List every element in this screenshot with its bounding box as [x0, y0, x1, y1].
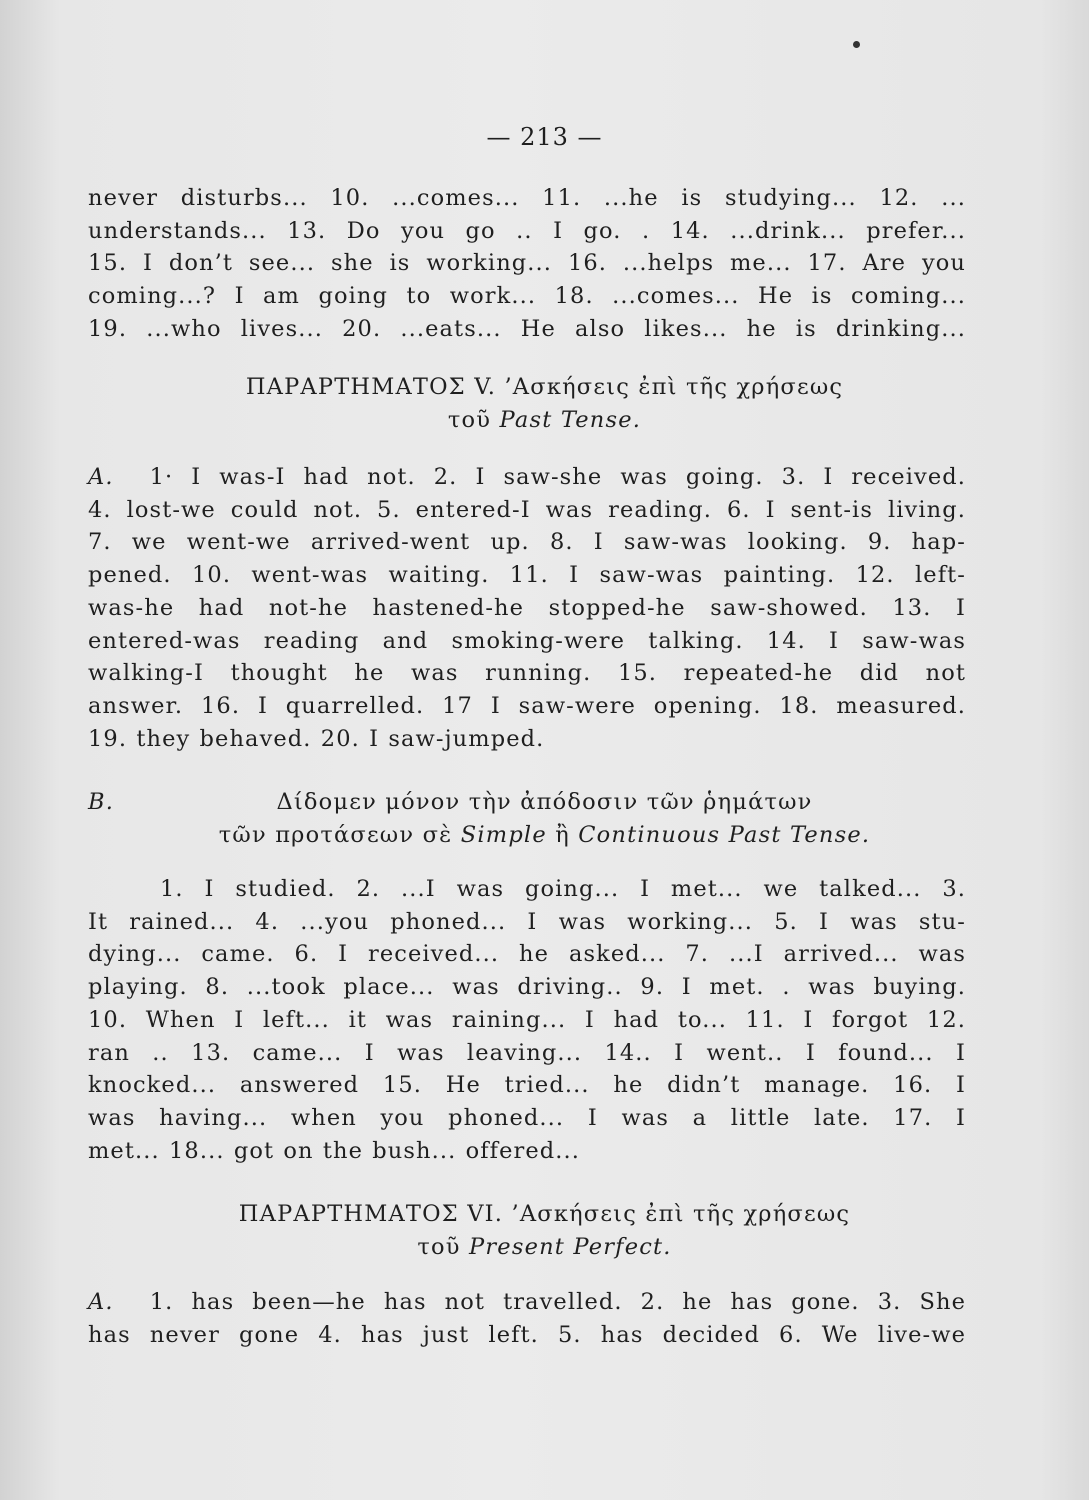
part-a-first-line: 1. has been—he has not travelled. 2. he has gone. 3. She [149, 1289, 966, 1315]
section-vi-heading-tense: Present Perfect. [469, 1234, 672, 1260]
text-line: understands... 13. Do you go .. I go. . 14. ...drink... prefer... [88, 217, 966, 244]
part-b-heading-simple: Simple [460, 822, 547, 848]
section-vi-heading-line1: ΠΑΡΑΡΤΗΜΑΤΟΣ VI. ’Ασκήσεις ἐπὶ τῆς χρήσεως [238, 1201, 851, 1227]
section-vi-heading-line2 [0, 1231, 1089, 1264]
text-line: 10. When I left... it was raining... I had to... 11. I forgot 12. [88, 1006, 966, 1033]
text-line: walking-I thought he was running. 15. repeated-he did not [88, 660, 966, 687]
text-line: It rained... 4. ...you phoned... I was working... 5. I was stu- [88, 908, 966, 935]
text-line: was having... when you phoned... I was a little late. 17. I [88, 1104, 966, 1131]
text-line: ran .. 13. came... I was leaving... 14.. I went.. I found... I [88, 1039, 966, 1066]
section-v-heading-prefix: τοῦ [447, 407, 492, 433]
text-line: 4. lost-we could not. 5. entered-I was reading. 6. I sent-is living. [88, 496, 966, 523]
text-line: met... 18... got on the bush... offered... [88, 1137, 581, 1164]
part-b-label: B. [88, 789, 115, 815]
section-v-part-b [88, 873, 966, 1167]
page-number: — 213 — [486, 123, 603, 151]
part-a-label: A. [88, 464, 114, 490]
text-line [88, 1286, 966, 1319]
ink-speck [853, 41, 860, 48]
section-v-heading-line2 [0, 404, 1089, 437]
part-b-heading-prefix: τῶν προτάσεων σὲ [218, 822, 453, 848]
text-line: has never gone 4. has just left. 5. has decided 6. We live-we [88, 1321, 966, 1348]
section-vi-part-a [88, 1286, 966, 1351]
section-v-part-b-heading [0, 786, 1089, 852]
section-v-heading [0, 371, 1089, 437]
text-line [88, 461, 966, 494]
section-vi-heading-prefix: τοῦ [417, 1234, 461, 1260]
text-line: 19. they behaved. 20. I saw-jumped. [88, 725, 545, 752]
text-line: 7. we went-we arrived-went up. 8. I saw-was looking. 9. hap- [88, 529, 966, 556]
text-line: playing. 8. ...took place... was driving.. 9. I met. . was buying. [88, 974, 966, 1001]
text-line: dying... came. 6. I received... he asked... 7. ...I arrived... was [88, 941, 966, 968]
part-b-heading-or: ἢ [555, 822, 570, 848]
section-vi-heading [0, 1198, 1089, 1264]
part-a-first-line: 1· I was-I had not. 2. I saw-she was going. 3. I received. [149, 464, 966, 490]
text-line: answer. 16. I quarrelled. 17 I saw-were opening. 18. measured. [88, 692, 966, 719]
continuation-paragraph [88, 182, 966, 346]
text-line: knocked... answered 15. He tried... he didn’t manage. 16. I [88, 1072, 966, 1099]
text-line: 19. ...who lives... 20. ...eats... He also likes... he is drinking... [88, 315, 966, 342]
text-line: was-he had not-he hastened-he stopped-he saw-showed. 13. I [88, 594, 966, 621]
section-v-heading-tense: Past Tense. [499, 407, 642, 433]
text-line: never disturbs... 10. ...comes... 11. ...he is studying... 12. ... [88, 185, 966, 211]
text-line: entered-was reading and smoking-were talking. 14. I saw-was [88, 627, 966, 654]
part-a-label: A. [88, 1289, 114, 1315]
text-line: 15. I don’t see... she is working... 16. ...helps me... 17. Are you [88, 250, 966, 277]
section-v-part-a [88, 461, 966, 755]
part-b-heading-text: Δίδομεν μόνον τὴν ἀπόδοσιν τῶν ῥημάτων [276, 789, 813, 815]
section-v-heading-line1: ΠΑΡΑΡΤΗΜΑΤΟΣ V. ’Ασκήσεις ἐπὶ τῆς χρήσεως [245, 374, 844, 400]
part-b-heading-line1 [0, 786, 1089, 819]
part-b-heading-line2 [0, 819, 1089, 852]
text-line: pened. 10. went-was waiting. 11. I saw-was painting. 12. left- [88, 562, 966, 589]
part-b-heading-continuous: Continuous Past Tense. [578, 822, 871, 848]
text-line: 1. I studied. 2. ...I was going... I met... we talked... 3. [160, 876, 966, 902]
text-line: coming...? I am going to work... 18. ...comes... He is coming... [88, 283, 966, 310]
